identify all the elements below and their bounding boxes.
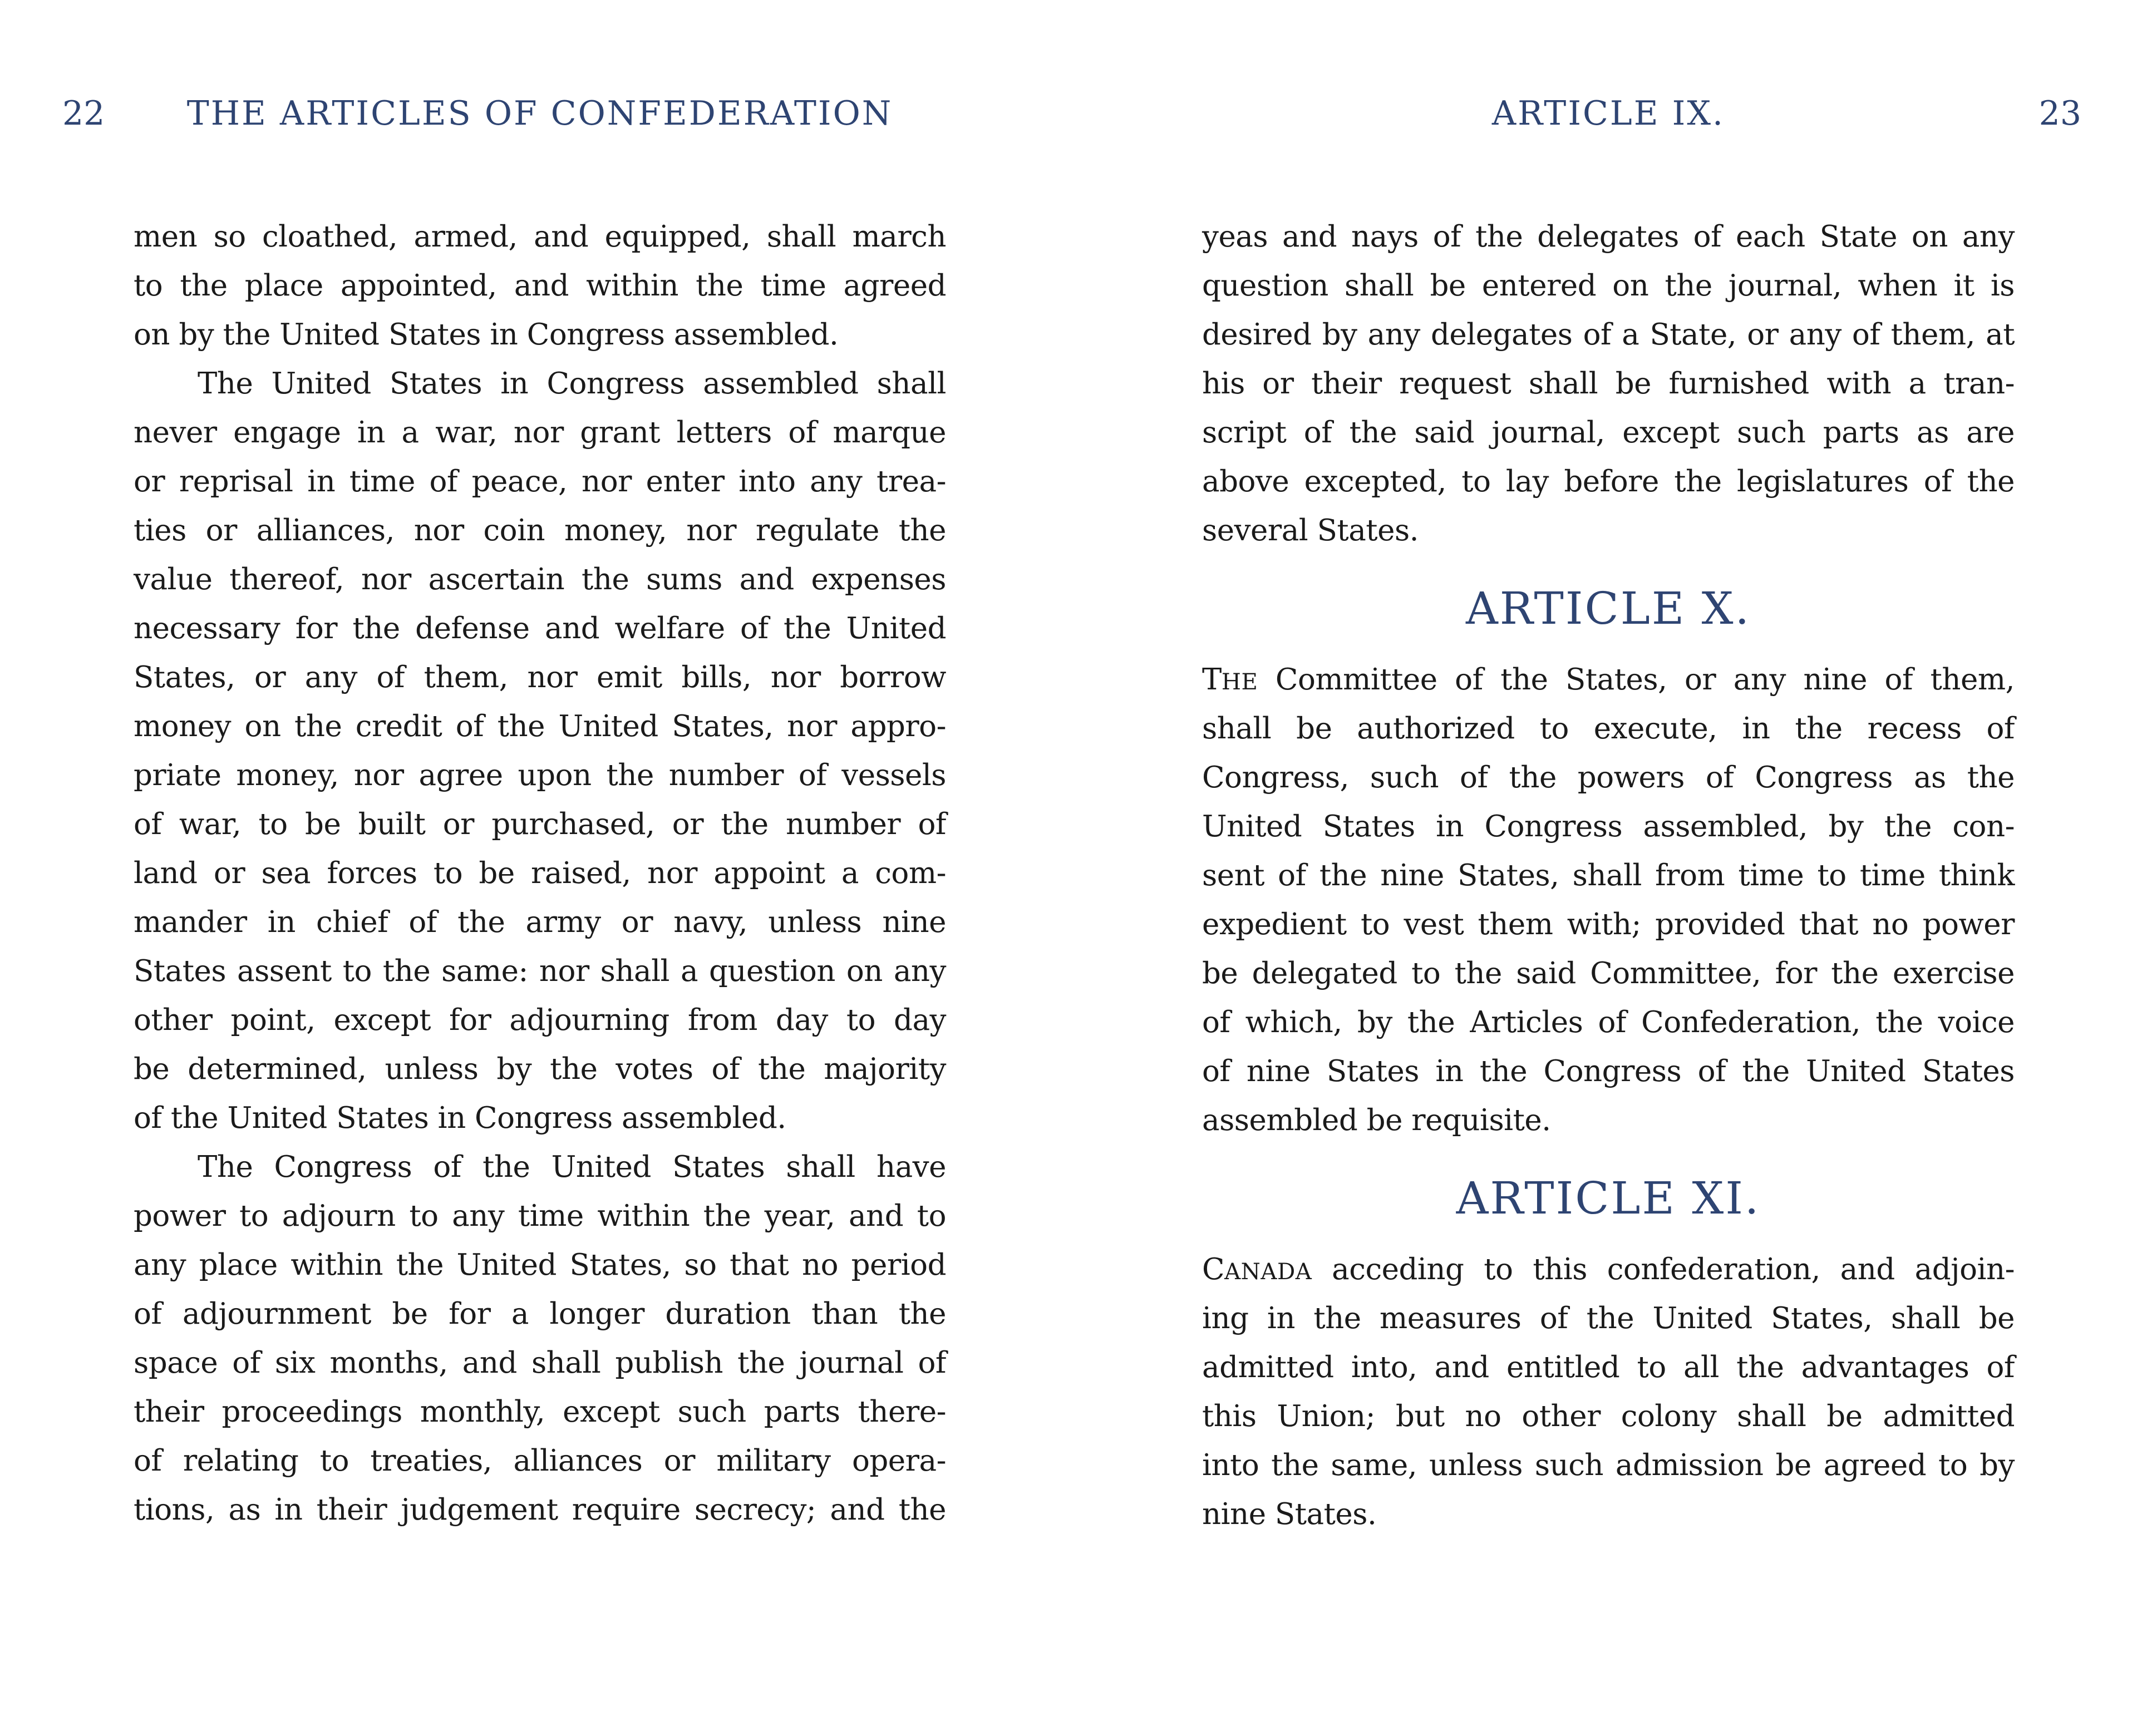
text-line: never engage in a war, nor grant letters of marque	[134, 416, 946, 450]
article-heading: ARTICLE XI.	[1456, 1172, 1761, 1224]
text-line: other point, except for adjourning from day to day	[134, 1003, 946, 1037]
text-line: mander in chief of the army or navy, unless nine	[134, 905, 946, 939]
text-line: into the same, unless such admission be agreed to by	[1202, 1448, 2015, 1482]
text-line: value thereof, nor ascertain the sums and expenses	[134, 563, 946, 596]
article-heading: ARTICLE X.	[1465, 583, 1751, 634]
page-right	[1068, 0, 2137, 1736]
text-line: desired by any delegates of a State, or any of them, at	[1202, 318, 2015, 352]
text-line: of relating to treaties, alliances or military opera-	[134, 1444, 946, 1478]
text-line: ing in the measures of the United States, shall be	[1202, 1301, 2015, 1335]
text-line: any place within the United States, so that no period	[134, 1248, 946, 1282]
text-line: space of six months, and shall publish the journal of	[134, 1346, 946, 1380]
text-line: of the United States in Congress assembled.	[134, 1101, 786, 1135]
text-line: of adjournment be for a longer duration than the	[134, 1297, 946, 1331]
text-line: on by the United States in Congress assembled.	[134, 318, 839, 352]
lead-capital: T	[1202, 663, 1222, 697]
text-line: land or sea forces to be raised, nor appoint a com-	[134, 856, 946, 890]
text-line: be determined, unless by the votes of the majority	[134, 1052, 946, 1086]
small-caps-text: ANADA	[1224, 1259, 1312, 1285]
page-number-right: 23	[2038, 94, 2081, 133]
text-line: expedient to vest them with; provided that no power	[1202, 908, 2015, 941]
text-line: power to adjourn to any time within the year, and to	[134, 1199, 946, 1233]
page-left	[0, 0, 1068, 1736]
text-line: sent of the nine States, shall from time to time think	[1202, 859, 2015, 892]
text-line: tions, as in their judgement require secrecy; and the	[134, 1493, 946, 1527]
text-line: above excepted, to lay before the legislatures of the	[1202, 465, 2015, 499]
text-line: several States.	[1202, 514, 1419, 548]
text-column-right	[1202, 213, 2015, 1539]
text-line: nine States.	[1202, 1497, 1377, 1531]
text-line: their proceedings monthly, except such parts there-	[134, 1395, 946, 1429]
text-line: be delegated to the said Committee, for the exercise	[1202, 956, 2015, 990]
text-line: money on the credit of the United States, nor appro-	[134, 709, 946, 743]
text-line: ties or alliances, nor coin money, nor regulate the	[134, 514, 946, 548]
text-line: The Congress of the United States shall have	[198, 1150, 946, 1184]
text-line: yeas and nays of the delegates of each State on any	[1202, 220, 2015, 254]
text-line: of war, to be built or purchased, or the number of	[134, 807, 946, 841]
text-line: States, or any of them, nor emit bills, nor borrow	[134, 660, 946, 694]
text-line: admitted into, and entitled to all the advantages of	[1202, 1350, 2015, 1384]
text-line: States assent to the same: nor shall a question on any	[134, 954, 946, 988]
text-line: shall be authorized to execute, in the recess of	[1202, 712, 2015, 746]
text-line: THE Committee of the States, or any nine of them,	[1202, 663, 2015, 697]
small-caps-text: HE	[1221, 669, 1258, 695]
text-line: script of the said journal, except such parts as are	[1202, 416, 2015, 450]
text-line: question shall be entered on the journal, when it is	[1202, 269, 2015, 303]
text-line: CANADA acceding to this confederation, and adjoin-	[1202, 1252, 2015, 1286]
lead-capital: C	[1202, 1252, 1225, 1286]
text-column-left	[134, 213, 946, 1535]
text-line: men so cloathed, armed, and equipped, shall march	[134, 220, 946, 254]
text-line: assembled be requisite.	[1202, 1103, 1551, 1137]
text-line: of nine States in the Congress of the United States	[1202, 1054, 2015, 1088]
text-line: or reprisal in time of peace, nor enter into any trea-	[134, 465, 946, 499]
text-line: this Union; but no other colony shall be admitted	[1202, 1399, 2015, 1433]
text-line: United States in Congress assembled, by the con-	[1202, 810, 2015, 844]
text-line: necessary for the defense and welfare of the United	[134, 611, 946, 645]
text-line: his or their request shall be furnished with a tran-	[1202, 367, 2015, 401]
running-head-left: THE ARTICLES OF CONFEDERATION	[186, 94, 893, 133]
text-line: The United States in Congress assembled shall	[198, 367, 946, 401]
text-line: Congress, such of the powers of Congress as the	[1202, 761, 2015, 795]
running-head-right: ARTICLE IX.	[1491, 94, 1725, 133]
text-line: to the place appointed, and within the time agreed	[134, 269, 946, 303]
page-number-left: 22	[62, 94, 105, 133]
text-line: priate money, nor agree upon the number of vessels	[134, 758, 946, 792]
text-line: of which, by the Articles of Confederation, the voice	[1202, 1005, 2015, 1039]
